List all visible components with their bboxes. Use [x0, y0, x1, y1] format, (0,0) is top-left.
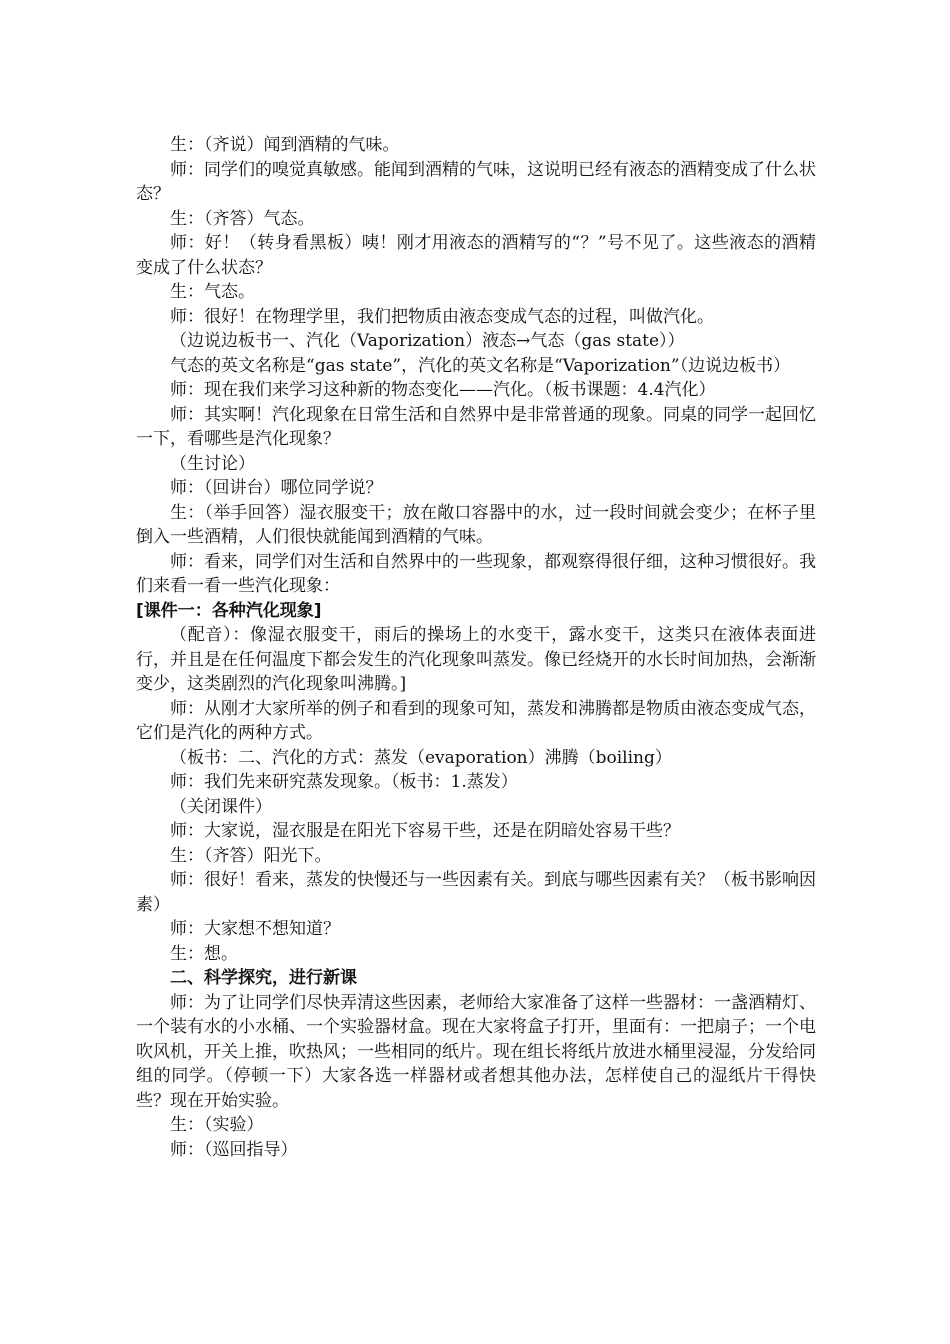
- paragraph: 师：其实啊！汽化现象在日常生活和自然界中是非常普通的现象。同桌的同学一起回忆一下，看哪些是汽化现象？: [136, 404, 816, 449]
- courseware-heading: [课件一：各种汽化现象]: [136, 600, 322, 621]
- paragraph: 师：大家想不想知道？: [170, 919, 340, 939]
- paragraph: 师：同学们的嗅觉真敏感。能闻到酒精的气味，这说明已经有液态的酒精变成了什么状态？: [136, 159, 816, 204]
- paragraph: 生：（举手回答）湿衣服变干；放在敞口容器中的水，过一段时间就会变少；在杯子里倒入一些酒精，人们很快就能闻到酒精的气味。: [136, 502, 816, 547]
- paragraph: （配音）：像湿衣服变干，雨后的操场上的水变干，露水变干，这类只在液体表面进行，并且是在任何温度下都会发生的汽化现象叫蒸发。像已经烧开的水长时间加热，会渐渐变少，这类剧烈的汽化现象叫沸腾。]: [136, 625, 816, 694]
- paragraph: 生：（齐答）气态。: [170, 208, 315, 229]
- document-body: [136, 133, 816, 1162]
- paragraph: （生讨论）: [170, 453, 255, 474]
- paragraph: 师：很好！看来，蒸发的快慢还与一些因素有关。到底与哪些因素有关？（板书影响因素）: [136, 870, 816, 915]
- paragraph: 师：从刚才大家所举的例子和看到的现象可知，蒸发和沸腾都是物质由液态变成气态，它们是汽化的两种方式。: [136, 698, 816, 743]
- paragraph: （边说边板书一、汽化（Vaporization）液态→气态（gas state））: [170, 331, 685, 351]
- paragraph: 生：（齐说）闻到酒精的气味。: [170, 135, 400, 155]
- paragraph: 气态的英文名称是“gas state”，汽化的英文名称是“Vaporization”（边说边板书）: [170, 355, 791, 376]
- paragraph: 师：大家说，湿衣服是在阳光下容易干些，还是在阴暗处容易干些？: [170, 821, 680, 841]
- paragraph: 师：很好！在物理学里，我们把物质由液态变成气态的过程，叫做汽化。: [170, 306, 714, 327]
- paragraph: 生：气态。: [170, 282, 255, 302]
- paragraph: （板书：二、汽化的方式：蒸发（evaporation）沸腾（boiling）: [170, 747, 672, 768]
- paragraph: 师：现在我们来学习这种新的物态变化——汽化。（板书课题：4.4汽化）: [170, 380, 716, 400]
- paragraph: 生：（齐答）阳光下。: [170, 845, 332, 866]
- paragraph: 师：（回讲台）哪位同学说？: [170, 478, 383, 498]
- paragraph: （关闭课件）: [170, 796, 272, 817]
- paragraph: 师：我们先来研究蒸发现象。（板书：1.蒸发）: [170, 772, 518, 792]
- paragraph: 生：想。: [170, 943, 238, 964]
- section-heading: 二、科学探究，进行新课: [170, 968, 357, 988]
- paragraph: 师：好！（转身看黑板）咦！刚才用液态的酒精写的“？”号不见了。这些液态的酒精变成了什么状态？: [136, 233, 816, 278]
- paragraph: 师：（巡回指导）: [170, 1139, 298, 1160]
- paragraph: 生：（实验）: [170, 1115, 264, 1135]
- paragraph: 师：为了让同学们尽快弄清这些因素，老师给大家准备了这样一些器材：一盏酒精灯、一个装有水的小水桶、一个实验器材盒。现在大家将盒子打开，里面有：一把扇子；一个电吹风机，开关上推，吹热风；一些相同的纸片。现在组长将纸片放进水桶里浸湿，分发给同组的同学。（停顿一下）大家各选一样器材或者想其他办法，怎样使自己的湿纸片干得快些？现在开始实验。: [136, 992, 816, 1111]
- paragraph: 师：看来，同学们对生活和自然界中的一些现象，都观察得很仔细，这种习惯很好。我们来看一看一些汽化现象：: [136, 551, 816, 596]
